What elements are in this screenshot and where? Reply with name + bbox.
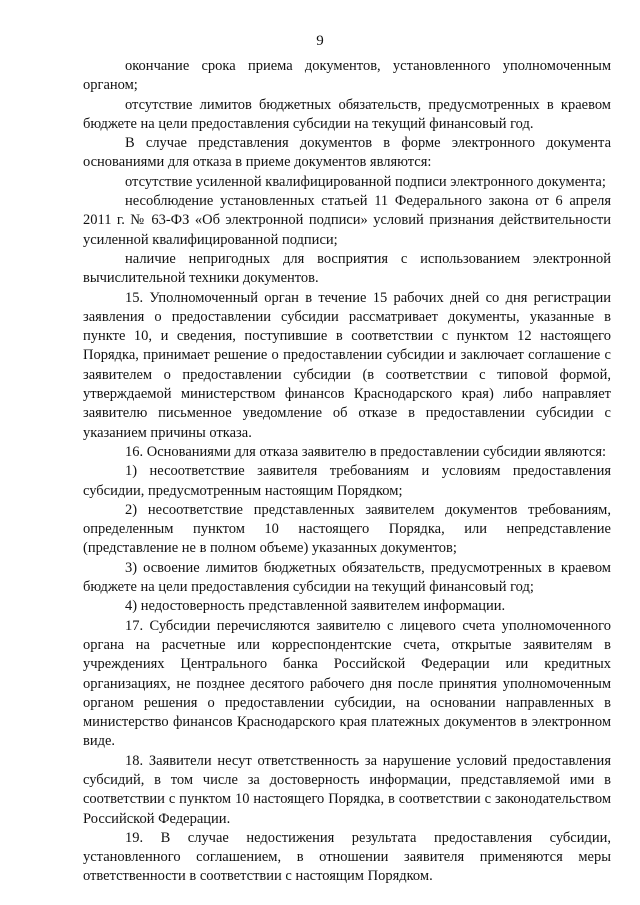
page-number: 9 (316, 33, 324, 49)
paragraph-item-16-3: 3) освоение лимитов бюджетных обязательств, предусмотренных в краевом бюджете на цели предоставления субсидии на текущий финансовый год; (83, 559, 611, 596)
paragraph-item-16-2: 2) несоответствие представленных заявителем документов требованиям, определенным пунктом 10 настоящего Порядка, или непредставление (представление не в полном объеме) указанных документов; (83, 501, 611, 557)
paragraph-item-19: 19. В случае недостижения результата предоставления субсидии, установленного соглашением, в отношении заявителя применяются меры ответственности в соответствии с настоящим Порядком. (83, 829, 611, 885)
paragraph-item-15: 15. Уполномоченный орган в течение 15 рабочих дней со дня регистрации заявления о предоставлении субсидии рассматривает документы, указанные в пункте 10, и сведения, поступившие в соответствии с пунктом 12 настоящего Порядка, принимает решение о предоставлении субсидии и заключает соглашение с заявителем о предоставлении субсидии (в соответствии с типовой формой, утверждаемой министерством финансов Краснодарского края) либо направляет заявителю письменное уведомление об отказе в предоставлении субсидии с указанием причины отказа. (83, 289, 611, 441)
paragraph-rejection-deadline: окончание срока приема документов, установленного уполномоченным органом; (83, 58, 611, 94)
document-body (83, 57, 611, 887)
paragraph-item-16-4: 4) недостоверность представленной заявителем информации. (125, 598, 506, 615)
paragraph-item-16-1: 1) несоответствие заявителя требованиям и условиям предоставления субсидии, предусмотренным настоящим Порядком; (83, 463, 611, 499)
paragraph-item-18: 18. Заявители несут ответственность за нарушение условий предоставления субсидий, в том числе за достоверность информации, представляемой ими в соответствии с пунктом 10 настоящего Порядка, в соответствии с законодательством Российской Федерации. (83, 752, 611, 827)
paragraph-item-16: 16. Основаниями для отказа заявителю в предоставлении субсидии являются: (125, 443, 607, 460)
paragraph-rejection-no-limits: отсутствие лимитов бюджетных обязательств, предусмотренных в краевом бюджете на цели предоставления субсидии на текущий финансовый год. (83, 96, 611, 132)
paragraph-electronic-grounds: В случае представления документов в форме электронного документа основаниями для отказа в приеме документов являются: (83, 135, 611, 171)
paragraph-signature-conditions: несоблюдение установленных статьей 11 Федерального закона от 6 апреля 2011 г. № 63-ФЗ «Об электронной подписи» условий признания действительности усиленной квалифицированной подписи; (83, 193, 611, 248)
paragraph-unreadable-docs: наличие непригодных для восприятия с использованием электронной вычислительной техники документов. (83, 250, 611, 287)
paragraph-no-signature: отсутствие усиленной квалифицированной подписи электронного документа; (125, 173, 606, 190)
paragraph-item-17: 17. Субсидии перечисляются заявителю с лицевого счета уполномоченного органа на расчетные или корреспондентские счета, открытые заявителям в учреждениях Центрального банка Российской Федерации или кредитных организациях, не позднее десятого рабочего дня после принятия уполномоченным органом решения о предоставлении субсидии, на основании направленных в министерство финансов Краснодарского края платежных документов в электронном виде. (83, 617, 611, 750)
